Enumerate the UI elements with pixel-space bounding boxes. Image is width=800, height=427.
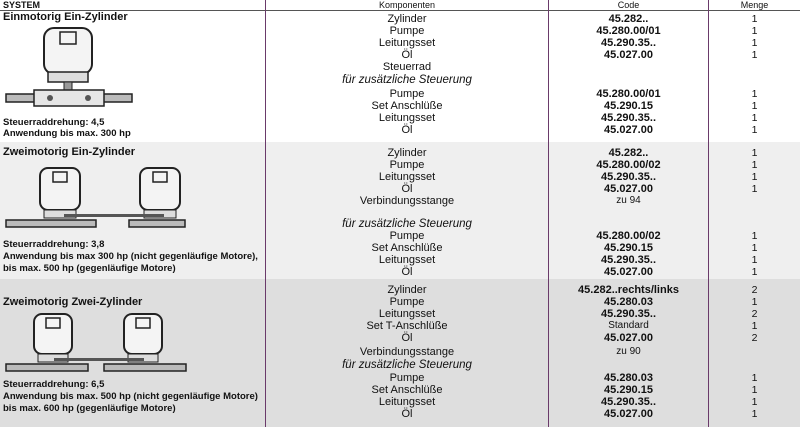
component-cell: Leitungsset (378, 37, 436, 49)
quantity-cell: 1 (751, 408, 758, 420)
quantity-cell: 1 (751, 254, 758, 266)
quantity-cell: 1 (751, 384, 758, 396)
component-cell: Leitungsset (378, 396, 436, 408)
section-note: Anwendung bis max. 300 hp (3, 128, 131, 139)
quantity-cell: 1 (751, 13, 758, 25)
code-cell: 45.280.00/01 (596, 25, 661, 37)
quantity-cell: 1 (751, 124, 758, 136)
component-cell: Verbindungsstange (359, 346, 455, 358)
code-cell: 45.027.00 (604, 266, 653, 278)
component-cell: Leitungsset (378, 171, 436, 183)
component-cell: Set Anschlüße (371, 242, 443, 254)
code-cell: 45.290.35.. (600, 112, 657, 124)
code-cell: zu 90 (616, 346, 641, 357)
component-cell: Zylinder (387, 284, 427, 296)
additional-steering-note: für zusätzliche Steuerung (342, 359, 472, 371)
quantity-cell: 1 (751, 159, 758, 171)
component-cell: Pumpe (389, 159, 425, 171)
section-note: Anwendung bis max. 500 hp (nicht gegenläufige Motore) (3, 391, 258, 402)
component-cell: Set T-Anschlüße (366, 320, 448, 332)
code-cell: 45.280.00/02 (596, 159, 661, 171)
quantity-cell: 1 (751, 396, 758, 408)
code-cell: 45.282.. (608, 147, 649, 159)
section-note: bis max. 500 hp (gegenläufige Motore) (3, 263, 176, 274)
component-cell: Set Anschlüße (371, 100, 443, 112)
component-cell: Pumpe (389, 25, 425, 37)
twin-engine-single-cylinder-illustration (4, 162, 189, 236)
component-cell: Öl (401, 183, 413, 195)
section-note: Anwendung bis max 300 hp (nicht gegenläufige Motore), (3, 251, 258, 262)
code-cell: 45.290.35.. (600, 254, 657, 266)
section-title: Zweimotorig Ein-Zylinder (3, 146, 136, 158)
component-cell: Verbindungsstange (359, 195, 455, 207)
quantity-cell: 2 (751, 308, 758, 320)
section-title: Zweimotorig Zwei-Zylinder (3, 296, 143, 308)
component-cell: Öl (401, 266, 413, 278)
quantity-cell: 1 (751, 49, 758, 61)
component-cell: Leitungsset (378, 112, 436, 124)
component-cell: Zylinder (387, 13, 427, 25)
component-cell: Öl (401, 124, 413, 136)
component-cell: Steuerrad (382, 61, 432, 73)
additional-steering-note: für zusätzliche Steuerung (342, 74, 472, 86)
additional-steering-note: für zusätzliche Steuerung (342, 218, 472, 230)
quantity-cell: 1 (751, 242, 758, 254)
code-cell: 45.290.35.. (600, 396, 657, 408)
quantity-cell: 1 (751, 171, 758, 183)
code-cell: 45.027.00 (604, 332, 653, 344)
component-cell: Pumpe (389, 230, 425, 242)
section-title: Einmotorig Ein-Zylinder (3, 11, 128, 23)
component-cell: Set Anschlüße (371, 384, 443, 396)
quantity-cell: 1 (751, 320, 758, 332)
code-cell: 45.027.00 (604, 124, 653, 136)
header-system: SYSTEM (3, 0, 41, 10)
section-note: Steuerraddrehung: 6,5 (3, 379, 105, 390)
quantity-cell: 1 (751, 372, 758, 384)
quantity-cell: 1 (751, 100, 758, 112)
column-divider (548, 0, 549, 427)
code-cell: 45.027.00 (604, 408, 653, 420)
code-cell: Standard (608, 320, 649, 331)
quantity-cell: 1 (751, 25, 758, 37)
quantity-cell: 1 (751, 112, 758, 124)
component-cell: Öl (401, 332, 413, 344)
code-cell: 45.027.00 (604, 183, 653, 195)
quantity-cell: 2 (751, 284, 758, 296)
quantity-cell: 1 (751, 230, 758, 242)
code-cell: zu 94 (616, 195, 641, 206)
section-note: bis max. 600 hp (gegenläufige Motore) (3, 403, 176, 414)
component-cell: Leitungsset (378, 308, 436, 320)
code-cell: 45.290.15 (604, 384, 653, 396)
single-engine-cylinder-illustration (4, 24, 134, 114)
code-cell: 45.282.. (608, 13, 649, 25)
header-quantity: Menge (740, 0, 769, 10)
code-cell: 45.280.03 (604, 296, 653, 308)
section-note: Steuerraddrehung: 4,5 (3, 117, 105, 128)
component-cell: Öl (401, 49, 413, 61)
section-note: Steuerraddrehung: 3,8 (3, 239, 105, 250)
table-header (0, 0, 800, 11)
component-cell: Pumpe (389, 372, 425, 384)
code-cell: 45.280.00/02 (596, 230, 661, 242)
quantity-cell: 1 (751, 266, 758, 278)
code-cell: 45.290.15 (604, 100, 653, 112)
column-divider (708, 0, 709, 427)
quantity-cell: 2 (751, 332, 758, 344)
quantity-cell: 1 (751, 183, 758, 195)
header-code: Code (617, 0, 640, 10)
header-components: Komponenten (378, 0, 436, 10)
code-cell: 45.282..rechts/links (578, 284, 679, 296)
quantity-cell: 1 (751, 296, 758, 308)
code-cell: 45.290.15 (604, 242, 653, 254)
quantity-cell: 1 (751, 147, 758, 159)
component-cell: Pumpe (389, 88, 425, 100)
component-cell: Zylinder (387, 147, 427, 159)
code-cell: 45.280.00/01 (596, 88, 661, 100)
component-cell: Pumpe (389, 296, 425, 308)
quantity-cell: 1 (751, 88, 758, 100)
quantity-cell: 1 (751, 37, 758, 49)
code-cell: 45.290.35.. (600, 37, 657, 49)
component-cell: Öl (401, 408, 413, 420)
code-cell: 45.290.35.. (600, 308, 657, 320)
code-cell: 45.280.03 (604, 372, 653, 384)
code-cell: 45.290.35.. (600, 171, 657, 183)
component-cell: Leitungsset (378, 254, 436, 266)
twin-engine-twin-cylinder-illustration (4, 310, 189, 378)
code-cell: 45.027.00 (604, 49, 653, 61)
